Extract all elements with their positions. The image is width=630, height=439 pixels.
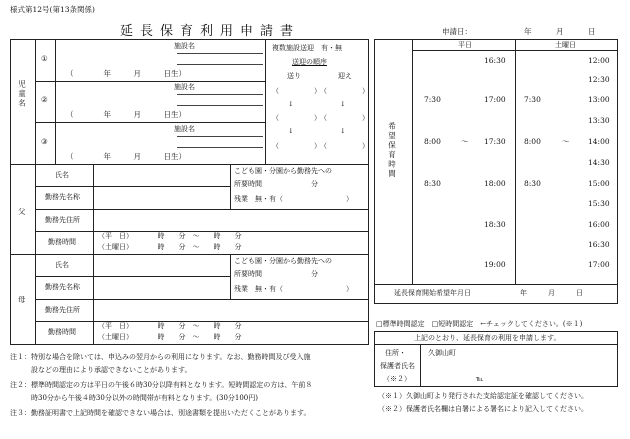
mother-commute-line2[interactable]: 所要時間 分: [234, 270, 318, 278]
time-option[interactable]: 12:30: [588, 75, 610, 84]
time-option[interactable]: 8:00: [424, 137, 441, 146]
father-saturday-hours[interactable]: （土曜日） 時 分 ～ 時 分: [98, 243, 242, 251]
schedule-side-label: 希望保育時間: [387, 122, 397, 179]
side-note-1: （※１）久御山町より発行された支給認定証を確認してください。: [378, 392, 588, 400]
address-label: 住所・: [385, 349, 406, 357]
child-birthdate-2[interactable]: （ 年 月 日生）: [66, 110, 186, 119]
child-section-label: 児童名: [17, 80, 27, 109]
time-option[interactable]: 17:30: [484, 137, 506, 146]
drop-slot-2[interactable]: （ ）: [272, 114, 321, 122]
mother-work-address-label: 勤務先住所: [45, 306, 80, 314]
declaration-text: 上記のとおり、延長保育の利用を申請します。: [414, 334, 561, 342]
pick-slot-3[interactable]: （ ）: [320, 142, 369, 150]
child-number-2: ②: [41, 95, 48, 104]
time-option[interactable]: 16:30: [588, 240, 610, 249]
time-option[interactable]: 8:00: [524, 137, 541, 146]
pickup-order-label: 送迎の順序: [292, 58, 327, 66]
range-separator: ～: [461, 137, 469, 146]
time-option[interactable]: 15:30: [588, 199, 610, 208]
time-option[interactable]: 12:00: [588, 56, 610, 65]
time-option[interactable]: 8:30: [424, 179, 441, 188]
father-weekday-hours[interactable]: （平 日） 時 分 ～ 時 分: [98, 232, 242, 240]
note-line: 注１：特別な場合を除いては、申込みの翌月からの利用になります。なお、勤務時間及び受入施: [10, 353, 311, 361]
start-date-field[interactable]: 延長保育開始希望年月日 年 月 日: [394, 289, 583, 297]
application-date-label: 申請日：: [442, 27, 472, 36]
facility-label-2: 施設名: [174, 83, 195, 91]
phone-icon: ℡: [476, 375, 484, 383]
range-separator: ～: [562, 137, 570, 146]
arrow-down-icon: ↓: [340, 100, 346, 108]
time-option[interactable]: 16:30: [484, 56, 506, 65]
facility-label-3: 施設名: [174, 125, 195, 133]
form-number: 様式第12号(第13条関係): [10, 5, 95, 14]
mother-work-hours-label: 勤務時間: [48, 328, 76, 336]
time-option[interactable]: 7:30: [424, 95, 441, 104]
father-work-address-label: 勤務先住所: [45, 216, 80, 224]
multi-facility-pickup[interactable]: 複数施設送迎 有・無: [272, 44, 342, 52]
child-birthdate-3[interactable]: （ 年 月 日生）: [66, 152, 186, 161]
note-line: 注３：勤務証明書で上記時間を確認できない場合は、別途書類を提出いただくことがあります。: [10, 409, 311, 417]
mother-overtime[interactable]: 残業 無・有（ ）: [234, 285, 353, 293]
mother-work-name-label: 勤務先名称: [45, 283, 80, 291]
arrow-down-icon: ↓: [288, 100, 294, 108]
time-option[interactable]: 17:00: [588, 260, 610, 269]
child-number-1: ①: [41, 54, 48, 63]
father-commute-line1: こども園・分園から勤務先への: [234, 167, 332, 175]
time-option[interactable]: 16:00: [588, 220, 610, 229]
note-line: 時30分から午後４時30分以外の時間帯が有料となります。(30分100円): [10, 394, 258, 402]
father-work-name-label: 勤務先名称: [45, 193, 80, 201]
child-birthdate-1[interactable]: （ 年 月 日生）: [66, 69, 186, 78]
mother-weekday-hours[interactable]: （平 日） 時 分 ～ 時 分: [98, 322, 242, 330]
father-section-label: 父: [18, 207, 26, 216]
drop-slot-1[interactable]: （ ）: [272, 87, 321, 95]
time-option[interactable]: 14:00: [588, 137, 610, 146]
weekday-header: 平日: [458, 41, 472, 49]
note-line: 注２：標準時間認定の方は平日の午後６時30分以降有料となります。短時間認定の方は、午前８: [10, 381, 313, 389]
time-option[interactable]: 7:30: [524, 95, 541, 104]
arrow-down-icon: ↓: [340, 127, 346, 135]
time-option[interactable]: 13:30: [588, 116, 610, 125]
time-option[interactable]: 8:30: [524, 179, 541, 188]
drop-off-label: 送り: [287, 72, 301, 80]
pick-up-label: 迎え: [338, 72, 352, 80]
father-commute-line2[interactable]: 所要時間 分: [234, 180, 318, 188]
time-option[interactable]: 18:30: [484, 220, 506, 229]
note-line: 設などの理由により承認できないことがあります。: [10, 366, 192, 374]
date-year: 年: [524, 27, 532, 36]
time-option[interactable]: 18:00: [484, 179, 506, 188]
guardian-name-label: 保護者氏名: [380, 362, 415, 370]
guardian-note-marker: （※２）: [383, 375, 411, 383]
time-option[interactable]: 15:00: [588, 179, 610, 188]
time-option[interactable]: 14:30: [588, 158, 610, 167]
mother-saturday-hours[interactable]: （土曜日） 時 分 ～ 時 分: [98, 333, 242, 341]
time-option[interactable]: 19:00: [484, 260, 506, 269]
time-option[interactable]: 17:00: [484, 95, 506, 104]
side-note-2: （※２）保護者氏名欄は自署による署名により記入してください。: [378, 405, 588, 413]
mother-name-label: 氏名: [55, 261, 69, 269]
mother-commute-line1: こども園・分園から勤務先への: [234, 257, 332, 265]
saturday-header: 土曜日: [555, 41, 576, 49]
page-title: 延長保育利用申請書: [120, 24, 301, 39]
drop-slot-3[interactable]: （ ）: [272, 142, 321, 150]
town-name[interactable]: 久御山町: [428, 349, 456, 357]
time-option[interactable]: 13:00: [588, 95, 610, 104]
date-day: 日: [588, 27, 596, 36]
facility-label-1: 施設名: [174, 42, 195, 50]
arrow-down-icon: ↓: [288, 127, 294, 135]
father-overtime[interactable]: 残業 無・有（ ）: [234, 195, 353, 203]
pick-slot-1[interactable]: （ ）: [320, 87, 369, 95]
date-month: 月: [556, 27, 564, 36]
child-number-3: ③: [41, 137, 48, 146]
certification-checkbox-line[interactable]: □標準時間認定 □短時間認定 ←チェックしてください。(※１): [376, 320, 583, 328]
father-name-label: 氏名: [55, 171, 69, 179]
pick-slot-2[interactable]: （ ）: [320, 114, 369, 122]
mother-section-label: 母: [18, 295, 26, 304]
father-work-hours-label: 勤務時間: [48, 238, 76, 246]
